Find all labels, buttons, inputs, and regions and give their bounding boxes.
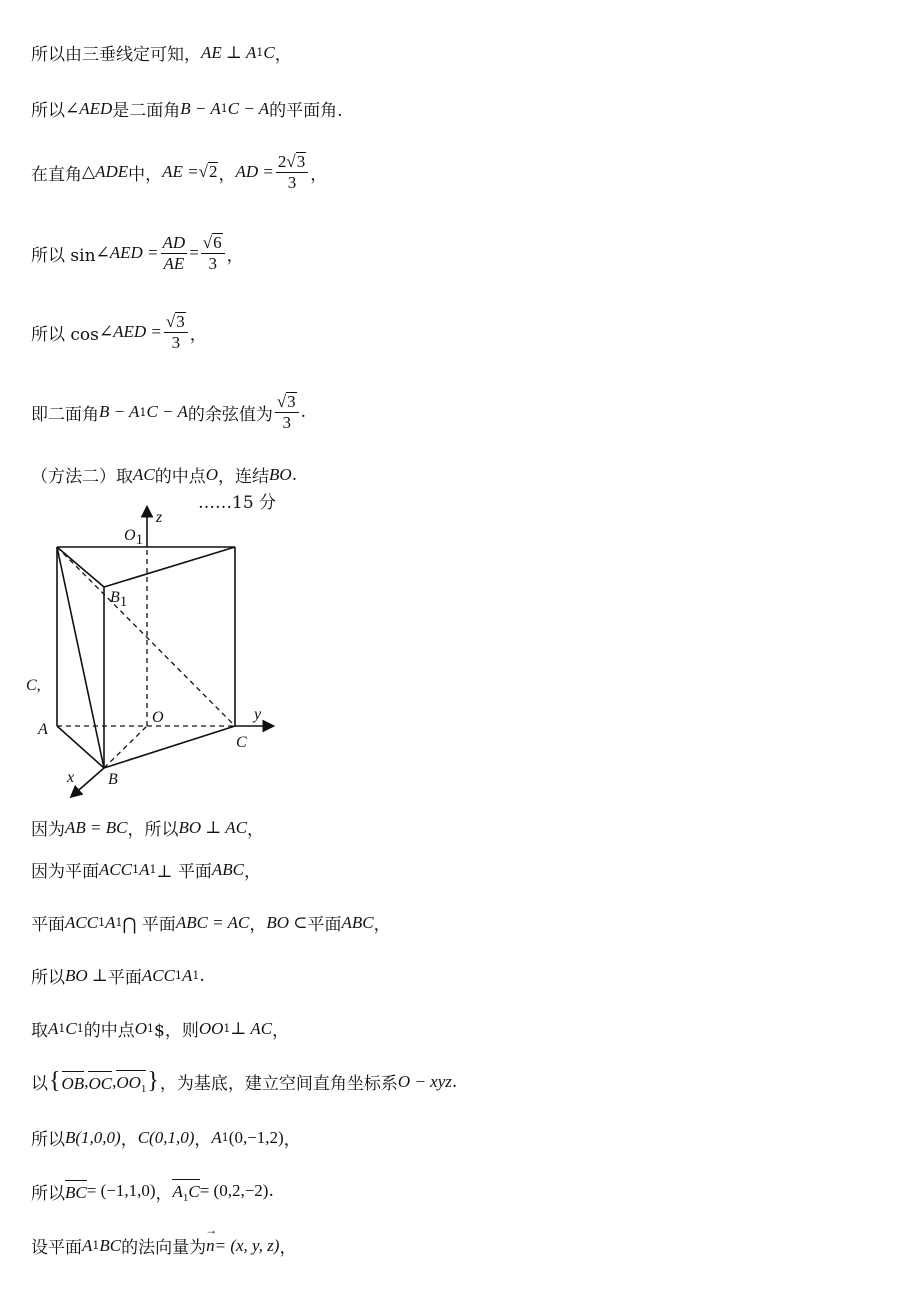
text: 所以: [31, 101, 65, 121]
subscript: 1: [98, 916, 106, 929]
text: 所以: [31, 1130, 65, 1150]
text: ，连结: [218, 467, 270, 487]
text: ，: [120, 1130, 138, 1150]
math: ACC: [65, 912, 99, 932]
text: .: [199, 965, 205, 986]
edge-B-C: [104, 726, 235, 768]
text: ，: [272, 1021, 290, 1041]
math: A: [181, 965, 193, 985]
math: =: [189, 243, 199, 263]
subscript: 1: [132, 863, 140, 876]
text: 的中点: [154, 467, 206, 487]
vector-OO1: $OO_1$: [116, 1069, 146, 1095]
math: BC: [99, 1235, 122, 1255]
vector-OB: OB: [62, 1070, 85, 1094]
text: ，为基底，建立空间直角坐标系: [159, 1074, 398, 1094]
text: 以: [31, 1074, 48, 1094]
vector-BC: BC: [65, 1179, 87, 1203]
text: 所以由三垂线定可知，: [31, 45, 201, 65]
subscript: 1: [139, 405, 147, 419]
axis-x: [72, 768, 104, 796]
text: ⊥ 平面: [156, 862, 212, 882]
text-line-7: [31, 462, 297, 487]
text: 的余弦值为: [187, 404, 273, 425]
math: AC: [133, 464, 155, 484]
text: 中，: [128, 164, 163, 185]
brace-close: }: [147, 1068, 159, 1094]
label-B1: B1: [110, 589, 128, 610]
text-line-3: [31, 152, 327, 192]
text: ，: [226, 245, 244, 266]
math: ∠AED: [65, 98, 113, 118]
text-line-15: [31, 1178, 274, 1204]
sqrt: √ 2: [198, 162, 218, 182]
fraction: √ 3 3: [164, 312, 188, 352]
text-line-10: [31, 910, 391, 935]
math: A: [105, 912, 116, 932]
text: 因为平面: [31, 862, 99, 882]
vector-n: n →: [206, 1236, 215, 1256]
text: ，: [243, 862, 261, 882]
text: ，: [249, 915, 267, 935]
subscript: 1: [76, 1022, 84, 1035]
text-line-8: [31, 815, 264, 840]
text: ，: [310, 164, 328, 185]
text-line-4: [31, 233, 244, 273]
label-y: y: [254, 706, 262, 723]
text: ，所以: [127, 820, 179, 840]
text-line-6: [31, 392, 306, 432]
math: B − A: [180, 98, 221, 118]
fraction: √ 3 3: [275, 392, 299, 432]
text-line-14: [31, 1125, 301, 1150]
math: BO: [269, 464, 292, 484]
subscript: 1: [174, 969, 182, 982]
text: ，: [373, 915, 391, 935]
math: AE ⊥ A: [201, 42, 257, 62]
math: C − A: [227, 98, 270, 118]
text: 平面: [31, 915, 65, 935]
math: ACC: [141, 965, 175, 985]
text: .: [451, 1071, 458, 1092]
text-line-2: [31, 96, 343, 121]
text-line-16: [31, 1233, 296, 1258]
text: .: [268, 1181, 274, 1201]
label-C: C: [236, 734, 247, 751]
edge-top-right: [104, 547, 235, 587]
math: = (−1,1,0): [86, 1181, 156, 1200]
text: 取: [31, 1021, 48, 1041]
text-line-5: [31, 312, 207, 352]
math: A: [82, 1235, 93, 1255]
text: 平面: [107, 968, 142, 988]
math: B(1,0,0): [65, 1127, 121, 1147]
math: (0,−1,2): [228, 1127, 284, 1147]
math: AD =: [235, 162, 274, 182]
text: 所以: [31, 1183, 65, 1204]
brace-open: {: [49, 1068, 61, 1094]
math: BO ⊂: [266, 912, 308, 932]
text: 所以: [31, 968, 65, 988]
math: O − xyz: [397, 1071, 452, 1091]
vector-A1C: $A_1C$: [172, 1178, 199, 1204]
text: ，: [247, 820, 265, 840]
label-O1: O1: [124, 527, 144, 548]
text: .: [300, 402, 307, 423]
math: C − A: [146, 402, 188, 422]
math: O: [205, 464, 219, 484]
math: = (0,2,−2): [199, 1181, 269, 1200]
text: 的法向量为: [121, 1238, 207, 1258]
text: 在直角: [31, 164, 82, 185]
text-line-11: [31, 963, 205, 988]
math: ∠AED =: [98, 322, 162, 342]
prism-diagram: [22, 500, 292, 805]
label-z: z: [156, 509, 163, 526]
label-O: O: [152, 709, 164, 726]
math: = (x, y, z): [214, 1235, 280, 1255]
math: △ADE: [82, 162, 129, 182]
text: ，: [155, 1183, 173, 1204]
math: C(0,1,0): [137, 1127, 195, 1147]
text: ，: [189, 324, 207, 345]
math: A: [48, 1018, 59, 1038]
math: AE =: [162, 162, 199, 182]
math: BO ⊥: [65, 965, 108, 985]
math: A: [211, 1127, 222, 1147]
fraction: $\frac{AD}{AE}$: [162, 233, 186, 273]
math: O: [134, 1018, 148, 1038]
text: .: [291, 464, 298, 485]
label-A: A: [38, 721, 48, 738]
subscript: 1: [58, 1022, 66, 1035]
vector-OC: OC: [88, 1070, 112, 1094]
math: ACC: [99, 859, 133, 879]
math: ABC = AC: [175, 912, 250, 932]
math: BO ⊥ AC: [178, 817, 248, 837]
text-line-1: [31, 40, 292, 65]
label-x: x: [67, 769, 75, 786]
text-line-13: 以 { OB , OC , $OO_1$ } ，为基底，建立空间直角坐标系 O − xyz .: [31, 1068, 458, 1095]
text: ，: [283, 1130, 301, 1150]
math: B − A: [99, 402, 140, 422]
text: 平面: [307, 915, 342, 935]
text: $，则: [154, 1021, 199, 1041]
text: 因为: [31, 820, 65, 840]
math: ⊥ AC: [230, 1018, 273, 1038]
math: ABC: [211, 859, 244, 879]
text: 所以 sin: [31, 245, 96, 266]
subscript: 1: [192, 969, 200, 982]
text: ⋂ 平面: [122, 915, 176, 935]
text: 设平面: [31, 1238, 82, 1258]
text: 所以 cos: [31, 324, 99, 345]
subscript: 1: [223, 1022, 231, 1035]
math: AB = BC: [65, 817, 128, 837]
text: 即二面角: [31, 404, 99, 425]
subscript: 1: [256, 46, 264, 59]
fraction: √ 6 3: [201, 233, 225, 273]
text: ，: [218, 164, 236, 185]
label-B: B: [108, 771, 118, 788]
math: A: [139, 859, 150, 879]
subscript: 1: [115, 916, 123, 929]
subscript: 1: [221, 1131, 229, 1144]
subscript: 1: [92, 1239, 100, 1252]
subscript: 1: [149, 863, 157, 876]
math: ABC: [341, 912, 374, 932]
text: ……15 分: [198, 493, 277, 513]
text: ，: [194, 1130, 212, 1150]
label-stray: C,: [26, 677, 41, 694]
subscript: 1: [147, 1022, 155, 1035]
text: 的中点: [83, 1021, 135, 1041]
math: C: [65, 1018, 77, 1038]
text: 是二面角: [112, 101, 181, 121]
math: OO: [198, 1018, 224, 1038]
text: 的平面角.: [269, 101, 343, 121]
math: ∠AED =: [95, 243, 159, 263]
text-line-12: [31, 1016, 289, 1041]
text: ，: [279, 1238, 297, 1258]
text-line-9: [31, 857, 261, 882]
math: C: [263, 42, 275, 62]
text: ，: [274, 45, 292, 65]
subscript: 1: [220, 102, 228, 115]
text: （方法二）取: [31, 467, 133, 487]
fraction: 2 √ 3 3: [276, 152, 308, 192]
